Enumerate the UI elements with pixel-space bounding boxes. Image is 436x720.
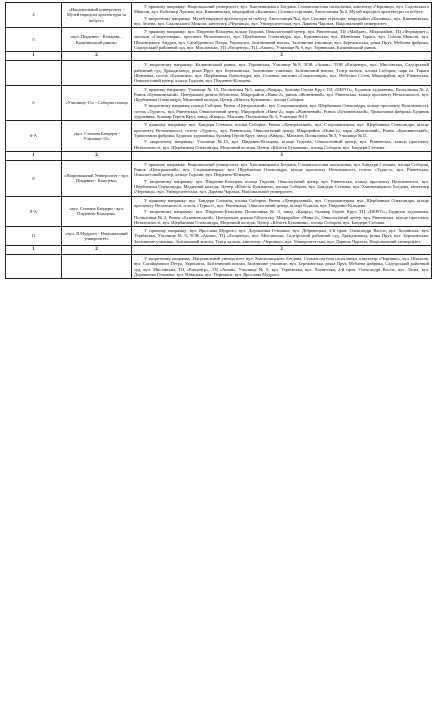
route-group-4 [6,245,432,278]
route-description [132,227,432,246]
route-name: «Училище-15» - Соборна площа [62,85,132,121]
table-row [6,121,432,151]
route-number [6,254,62,278]
route-backward: У зворотному напрямку: Музей народної архітектури та побуту, Автостанція №2, вул. Січових стрільців, мікрорайон «Калинка», вул. Кишинівська, вул. Зелена, вул. Садовського Миколи, кінотеатр «Чернівці», вул. Університетська, вул. Дарвіна Чарльза, Національний університет. [134,15,429,26]
column-header: 3 [132,245,432,254]
route-number: 8-А [6,196,62,226]
route-number: 6-А [6,121,62,151]
route-forward: У прямому напрямку: Національний університет, вул. Хмельницького Богдана, Стоматологічна поліклініка, кінотеатр «Чернівці», вул. Садовського Миколи, вул. Кобилиці Лук'яна, вул. Кишинівська, мікрорайон «Калинка», Січових стрільців, Автостанція № 2, Музей народної архітектури та побуту. [134,4,429,15]
route-group-2 [6,52,432,151]
table-row [6,254,432,278]
route-number: 5 [6,28,62,52]
routes-table [5,2,432,279]
route-description [132,254,432,278]
column-header: 3 [132,52,432,61]
column-header-row [6,151,432,160]
column-header: 1 [6,151,62,160]
route-name: «вул. Степана Бандери - Училище-15» [62,121,132,151]
table-row [6,28,432,52]
route-description [132,3,432,28]
table-row [6,196,432,226]
route-forward: У прямому напрямку: Національний університет, вул. Хмельницького Богдана, Стоматологічна поліклініка, вул. Бандери Степана, площа Соборна, Ринок «Центральний», вул. Сторожинецька, вул. Щербанюка Олександра, кільце проспекту Незалежності, готель «Турист», вул. Рівненська, Онкологічний центр, кільце Годилів, вул. Південно-Кільцева. [134,161,429,178]
route-backward: У зворотному напрямку площа Соборна, Ринок «Центральний», вул. Сторожинецька, вул. Щербанюка Олександра, кільце проспекту Незалежності, готель «Турист», вул. Рівненська, Онкологічний центр, Мікрорайон «Нива-2», парк «Жовтневий», Ринок «Буковинський», Трикотажна фабрика, Будинок художника, бульвар Героїв Крут, завод «Кварц», Магазин, Поліклініка № 3, Училище №15. [134,103,429,120]
column-header: 1 [6,52,62,61]
column-header: 2 [62,151,132,160]
route-name: «вул. Я.Мудрого - Національний університет» [62,227,132,246]
route-number: 4 [6,3,62,28]
column-header-row [6,52,432,61]
route-description [132,61,432,85]
column-header: 2 [62,52,132,61]
route-backward: У зворотному напрямку: Національний університет, вул. Хмельницького Богдана, Стоматологічна поліклініка, кінотеатр «Чернівці», вул. Шкільна, вул. Сагайдачного Петра, Укрпошта, Залізничний вокзал, Залізничне училище, вул. Бережанська, річка Прут, Меблева фабрика, Садгірський районний суд, вул. Мислівська, ТЦ «Епіцентр», ТЦ «Ашан», Училище № 9, вул. Тернівська, вул. Хотинська, 2-й пров. Олександрі Васілє, вул. Лісна, вул. Дорошенка Гетьмана, вул. Юнацька, вул. Перемоги, вул. Ярослава Мудрого. [134,255,429,277]
route-description [132,196,432,226]
route-forward: У прямому напрямку: вул. Бандери Степана, площа Соборна, Ринок «Центральний», вул. Сторожинецька, вул. Щербанюка Олександра, кільце проспекту Незалежності, готель «Турист», вул. Рівненська, Онкологічний центр, Мікрорайон «Нива-2», парк «Жовтневий», Ринок «Буковинський», Трикотажна фабрика, Будинок художника, бульвар Героїв Крут, завод «Кварц», Магазин, Поліклініка № 3, Училище №15. [134,122,429,138]
route-number: 6 [6,85,62,121]
route-description [132,160,432,196]
table-row [6,227,432,246]
route-number [6,61,62,85]
route-group-1 [6,3,432,52]
route-backward: У зворотному напрямку: вул. Південно-Кільцева, Поліклініка № 3, завод «Кварц», бульвар Героїв Крут, ТЦ «DEPO't», Будинок художника, Поліклініка № 2, Ринок «Буковинський», Центральна дитяча бібліотека, Мікрорайон «Нива-2», Онкологічний центр, вул. Рівненська, кільце проспекту Незалежності, вул. Щербанюка Олександра, Медичний коледж, Центр «Юність Буковини», площа Соборна, вул. Бандери Степана. [134,209,429,225]
route-name: «вул. Степана Бандери - вул. Південно-Кільцева» [62,196,132,226]
route-number: 8 [6,160,62,196]
route-forward: У прямому напрямку: вул. Ярослава Мудрого, вул. Дорошенка Гетьмана, вул. Дібровецька, 2-й пров. Олександрі Васілє, вул. Хотинська, вул. Тернівська, Училище № 9, ТОВ «Ашан», ТЦ «Епіцентр», вул. Мислівська, Садгірський районний суд, Дріжджзавод, річка Прут, вул. Бережанська, Залізничне училище, Залізничний вокзал, Театр ляльок, кінотеатр «Чернівці», вул. Університетська, вул. Дарвіна Чарльза, Національний університет. [134,228,429,244]
route-name [62,254,132,278]
route-description [132,28,432,52]
route-description [132,85,432,121]
column-header: 3 [132,151,432,160]
route-backward: У зворотному напрямку: вул. Південно-Кільцева, кільце Годилів, Онкологічний центр, вул. Рівненська, кільце проспекту Незалежності, вул. Щербанюка Олександра, Медичний коледж, Центр «Юність Буковини», площа Соборна, вул. Бандери Степана, вул. Хмельницького Богдана, кінотеатр «Чернівці», вул. Університетська, вул. Дарвіна Чарльза, Національний університет. [134,178,429,195]
route-description [132,121,432,151]
route-backward: У зворотному напрямку: Калинівський ринок, вул. Тернівська, Училище №9, ТОВ «Ашан», ТОВ «Епіцентр», вул. Мислівська, Садгірський районний суд, Дріжджзавод, річка Прут, вул. Бережанська, Залізничне училище, Залізничний вокзал, Театр ляльок, площа Соборна, парк ім. Тараса Шевченка, готель «Буковина», вул. Щербанюка Олександра, вул. Головна, магазин «Спортговари», вул. Небесної Сотні, Мікрорайон, вул. Рівненська, Онкологічний центр, кільце Годилів, вул. Південно-Кільцева. [134,62,429,84]
column-header: 1 [6,245,62,254]
table-row [6,3,432,28]
table-row [6,61,432,85]
route-name: «Національний університет - Музей народної архітектури та побуту» [62,3,132,28]
route-forward: У прямому напрямку: вул. Південно-Кільцева, кільце Годилів, Онкологічний центр, вул. Рівненська, ТЦ «Майдан», Мікрорайон, ТЦ «Формаркет», магазин «Спортговари», проспект Незалежності, вул. Щербанюка Олександра, вул. Буковинська, вул. Шевченка Тараса, вул. Гоголя Миколи, вул. Шептицького Андрея, вул. Сагайдачного Петра, Укрпошта, Залізничний вокзал, Залізничне училище, вул. Бережанська, річка Прут, Меблева фабрика, Садгірський районний суд, вул. Мислівська, ТЦ «Епіцентр», ТЦ «Ашан», Училище № 9, вул. Тернівська, Калинівський ринок. [134,29,429,51]
route-number: 11 [6,227,62,246]
route-group-3 [6,151,432,245]
route-name: «вул. Південно - Кільцева – Калинівський ринок» [62,28,132,52]
column-header-row [6,245,432,254]
route-name: «Національний Університет - вул. Південно - Кільцева» [62,160,132,196]
route-forward: У прямому напрямку: вул. Бандери Степана, площа Соборна, Ринок «Центральний», вул. Сторожинецька, вул. Щербанюка Олександра, кільце проспекту Незалежності, готель «Турист», вул. Рівненська, Онкологічний центр, кільце Годилів, вул. Південно-Кільцева. [134,197,429,208]
table-row [6,85,432,121]
column-header: 2 [62,245,132,254]
route-backward: У зворотному напрямку: Училище №15, вул. Південно-Кільцева, кільце Годилів, Онкологічний центр, вул. Рівненська, кільце проспекту Незалежності, вул. Щербанюка Олександра, Медичний коледж, Центр «Юність Буковини», площа Соборна, вул. Бандери Степана. [134,139,429,150]
route-name [62,61,132,85]
table-row [6,160,432,196]
route-forward: У прямому напрямку: Училище № 15, Поліклініка №3, завод «Кварц», бульвар Героїв Крут, ТЦ «DEPO't», Будинок художника, Поліклініка № 2, Ринок «Буковинський», Центральна дитяча бібліотека, Мікрорайон «Нива-2», ринок «Жовтневий», вул. Рівненська, кільце проспекту Незалежності, вул. Щербанюка Олександра, Медичний коледж, Центр «Юність Буковини», площа Соборна. [134,86,429,103]
